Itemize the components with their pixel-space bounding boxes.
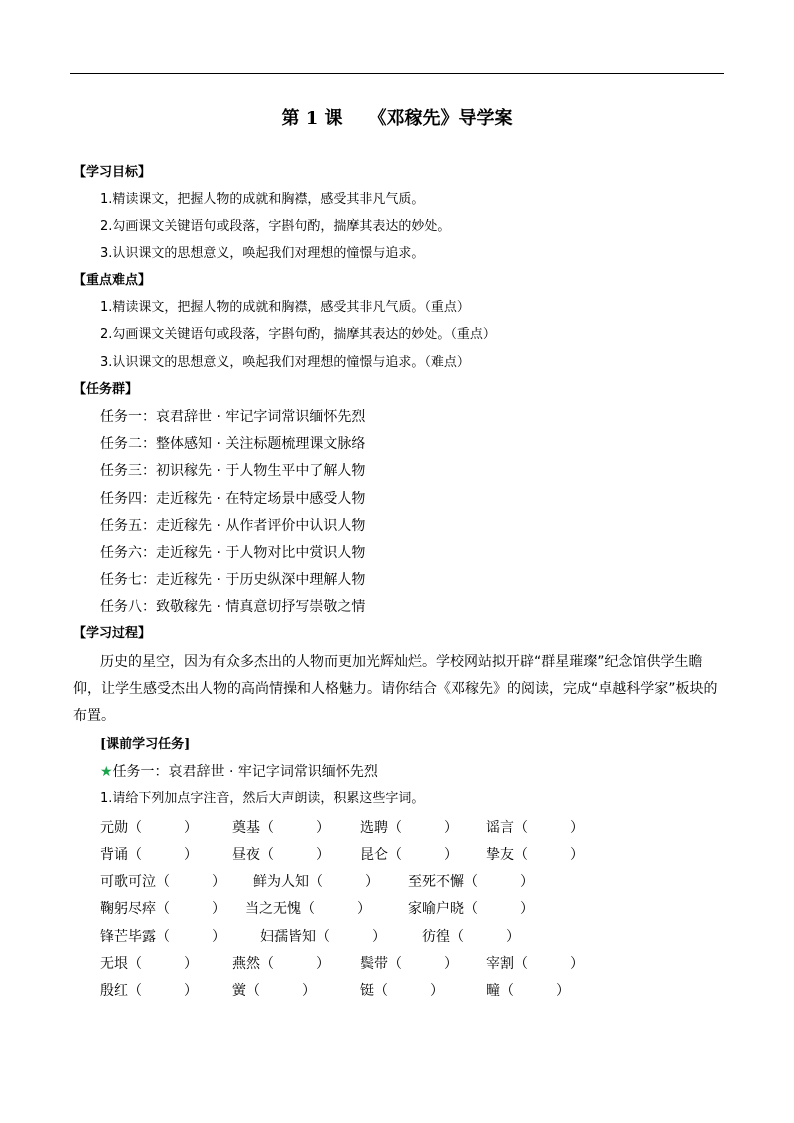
vocab-word: 家喻户晓: [408, 901, 464, 917]
vocab-item: [360, 845, 458, 865]
task-item: 任务二：整体感知 · 关注标题梳理课文脉络: [100, 436, 366, 452]
vocab-item: [486, 981, 570, 1001]
task1-label: 任务一：哀君辞世 · 牢记字词常识缅怀先烈: [112, 764, 378, 780]
vocab-item: [100, 872, 226, 892]
pinyin-blank[interactable]: （ ）: [316, 929, 386, 945]
vocab-item: [232, 818, 330, 838]
vocab-item: [408, 899, 534, 919]
pinyin-blank[interactable]: （ ）: [128, 847, 198, 863]
vocab-instruction: 1.请给下列加点字注音，然后大声朗读，积累这些字词。: [100, 791, 425, 806]
vocab-word: 无垠: [100, 956, 128, 972]
pinyin-blank[interactable]: （ ）: [514, 956, 584, 972]
vocab-word: 妇孺皆知: [260, 929, 316, 945]
task-item: 任务八：致敬稼先 · 情真意切抒写崇敬之情: [100, 599, 366, 615]
vocab-item: [360, 981, 444, 1001]
process-header: 【学习过程】: [73, 626, 152, 641]
vocab-word: 昆仑: [360, 847, 388, 863]
pinyin-blank[interactable]: （ ）: [260, 820, 330, 836]
pre-class-header: [课前学习任务]: [100, 737, 191, 752]
objectives-header: 【学习目标】: [73, 165, 152, 180]
vocab-word: 至死不懈: [408, 874, 464, 890]
pinyin-blank[interactable]: （ ）: [260, 956, 330, 972]
vocab-item: [232, 981, 316, 1001]
vocab-item: [253, 872, 379, 892]
vocab-item: [360, 954, 458, 974]
task-group-header: 【任务群】: [73, 382, 139, 397]
task-item: 任务六：走近稼先 · 于人物对比中赏识人物: [100, 545, 366, 561]
objective-item: 3.认识课文的思想意义，唤起我们对理想的憧憬与追求。: [100, 246, 425, 261]
lesson-name: 《邓稼先》导学案: [368, 108, 513, 129]
key-point-item: 2.勾画课文关键语句或段落，字斟句酌，揣摩其表达的妙处。（重点）: [100, 327, 496, 342]
vocab-item: [486, 845, 584, 865]
pinyin-blank[interactable]: （ ）: [374, 983, 444, 999]
key-points-header: 【重点难点】: [73, 273, 152, 288]
vocab-item: [100, 845, 198, 865]
vocab-item: [486, 818, 584, 838]
vocab-item: [100, 954, 198, 974]
vocab-word: 殷红: [100, 983, 128, 999]
vocab-word: 燕然: [232, 956, 260, 972]
vocab-word: 鬓带: [360, 956, 388, 972]
vocab-item: [232, 954, 330, 974]
vocab-item: [100, 818, 198, 838]
vocab-item: [245, 899, 371, 919]
vocab-word: 鲜为人知: [253, 874, 309, 890]
vocab-word: 元勋: [100, 820, 128, 836]
vocab-word: 挚友: [486, 847, 514, 863]
pinyin-blank[interactable]: （ ）: [309, 874, 379, 890]
vocab-item: [100, 899, 226, 919]
vocab-item: [422, 927, 520, 947]
vocab-word: 可歌可泣: [100, 874, 156, 890]
pinyin-blank[interactable]: （ ）: [246, 983, 316, 999]
vocab-item: [360, 818, 458, 838]
vocab-item: [408, 872, 534, 892]
pinyin-blank[interactable]: （ ）: [128, 956, 198, 972]
pinyin-blank[interactable]: （ ）: [464, 874, 534, 890]
vocab-item: [486, 954, 584, 974]
star-icon: ★: [100, 764, 113, 780]
vocab-item: [100, 981, 198, 1001]
pinyin-blank[interactable]: （ ）: [514, 820, 584, 836]
task-item: 任务一：哀君辞世 · 牢记字词常识缅怀先烈: [100, 409, 366, 425]
vocab-word: 黉: [232, 983, 246, 999]
pinyin-blank[interactable]: （ ）: [450, 929, 520, 945]
vocab-word: 疃: [486, 983, 500, 999]
pinyin-blank[interactable]: （ ）: [156, 874, 226, 890]
vocab-word: 谣言: [486, 820, 514, 836]
vocab-word: 鞠躬尽瘁: [100, 901, 156, 917]
task-item: 任务七：走近稼先 · 于历史纵深中理解人物: [100, 572, 366, 588]
lesson-number: 第 1 课: [281, 108, 343, 129]
pinyin-blank[interactable]: （ ）: [156, 929, 226, 945]
pinyin-blank[interactable]: （ ）: [388, 820, 458, 836]
vocab-word: 铤: [360, 983, 374, 999]
task1-heading: [100, 762, 378, 782]
key-point-item: 3.认识课文的思想意义，唤起我们对理想的憧憬与追求。（难点）: [100, 355, 470, 370]
page-title: [0, 104, 794, 130]
vocab-item: [260, 927, 386, 947]
pinyin-blank[interactable]: （ ）: [388, 956, 458, 972]
vocab-word: 昼夜: [232, 847, 260, 863]
vocab-item: [232, 845, 330, 865]
vocab-word: 选聘: [360, 820, 388, 836]
process-intro: 历史的星空，因为有众多杰出的人物而更加光辉灿烂。学校网站拟开辟“群星璀璨”纪念馆供学生瞻仰，让学生感受杰出人物的高尚情操和人格魅力。请你结合《邓稼先》的阅读，完成“卓越科学家”板块的布置。: [73, 654, 718, 724]
vocab-word: 彷徨: [422, 929, 450, 945]
task-item: 任务三：初识稼先 · 于人物生平中了解人物: [100, 463, 366, 479]
pinyin-blank[interactable]: （ ）: [128, 983, 198, 999]
vocab-word: 背诵: [100, 847, 128, 863]
header-rule: [70, 73, 724, 74]
pinyin-blank[interactable]: （ ）: [301, 901, 371, 917]
vocab-word: 当之无愧: [245, 901, 301, 917]
key-point-item: 1.精读课文，把握人物的成就和胸襟，感受其非凡气质。（重点）: [100, 300, 470, 315]
objective-item: 2.勾画课文关键语句或段落，字斟句酌，揣摩其表达的妙处。: [100, 219, 451, 234]
pinyin-blank[interactable]: （ ）: [500, 983, 570, 999]
pinyin-blank[interactable]: （ ）: [388, 847, 458, 863]
pinyin-blank[interactable]: （ ）: [128, 820, 198, 836]
vocab-word: 宰割: [486, 956, 514, 972]
pinyin-blank[interactable]: （ ）: [156, 901, 226, 917]
task-item: 任务四：走近稼先 · 在特定场景中感受人物: [100, 491, 366, 507]
vocab-word: 奠基: [232, 820, 260, 836]
objective-item: 1.精读课文，把握人物的成就和胸襟，感受其非凡气质。: [100, 192, 425, 207]
vocab-item: [100, 927, 226, 947]
pinyin-blank[interactable]: （ ）: [514, 847, 584, 863]
pinyin-blank[interactable]: （ ）: [464, 901, 534, 917]
pinyin-blank[interactable]: （ ）: [260, 847, 330, 863]
task-item: 任务五：走近稼先 · 从作者评价中认识人物: [100, 518, 366, 534]
vocab-word: 锋芒毕露: [100, 929, 156, 945]
